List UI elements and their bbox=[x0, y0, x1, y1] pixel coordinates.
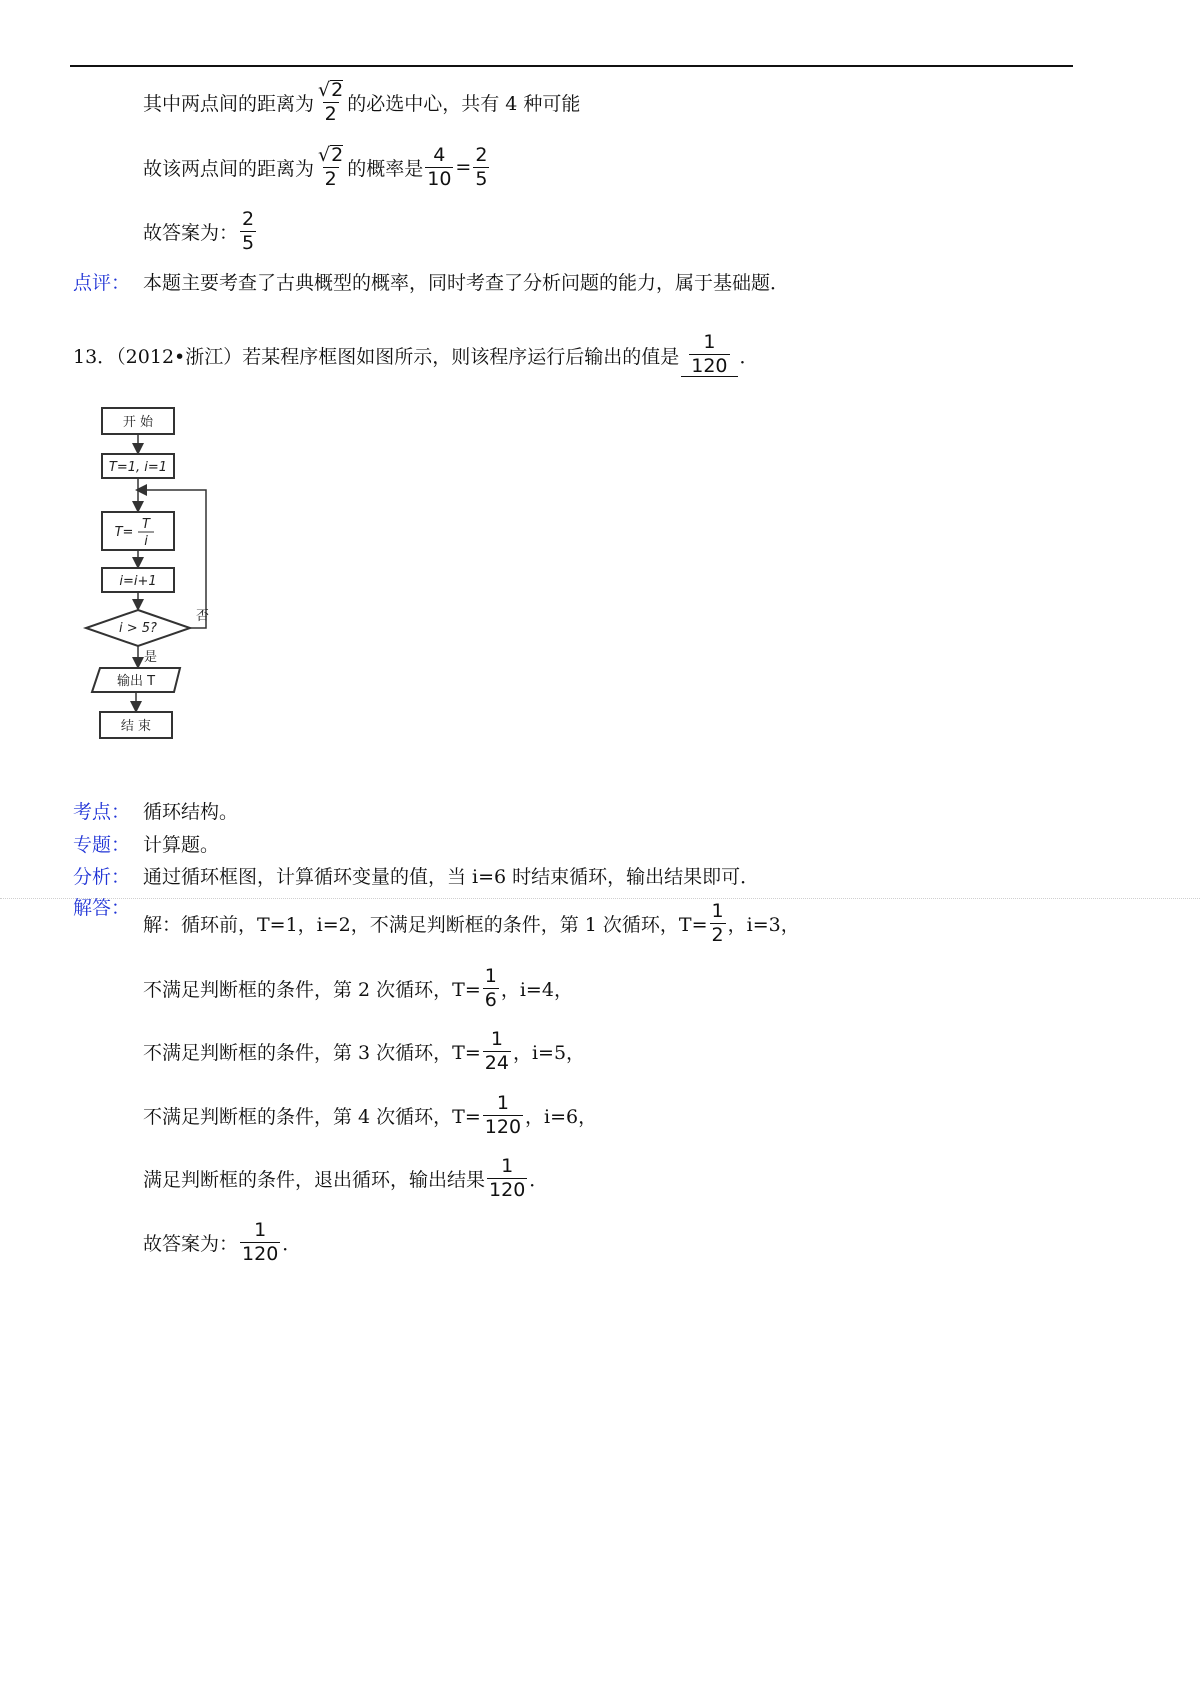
solution-line-4: 不满足判断框的条件，第 4 次循环，T= $\frac{1}{120}$ ，i=6， bbox=[143, 1092, 598, 1138]
fraction-4-over-10: $\frac{4}{10}$ bbox=[427, 143, 452, 190]
radicand: 2 bbox=[331, 144, 344, 166]
no-label: 否 bbox=[196, 609, 210, 624]
jieda-label: 解答： bbox=[73, 897, 131, 919]
fraction: $\frac{1}{24}$ bbox=[484, 1028, 509, 1074]
question-13 bbox=[73, 333, 759, 377]
init-label: T=1, i=1 bbox=[108, 460, 168, 475]
fraction-sqrt2-over-2 bbox=[316, 80, 345, 124]
end-label: 结 束 bbox=[120, 719, 152, 734]
start-label: 开 始 bbox=[122, 415, 154, 430]
sqrt-sign: √ bbox=[318, 79, 331, 101]
condition-label: i > 5? bbox=[119, 621, 157, 636]
review-text: 本题主要考查了古典概型的概率，同时考查了分析问题的能力，属于基础题． bbox=[143, 272, 790, 294]
dotted-separator bbox=[0, 898, 1200, 899]
solution-line-5: 满足判断框的条件，退出循环，输出结果 $\frac{1}{120}$ ． bbox=[143, 1155, 549, 1201]
fraction: $\frac{1}{120}$ bbox=[484, 1092, 522, 1138]
assign-lhs: T= bbox=[114, 525, 134, 540]
solution-line-2: 不满足判断框的条件，第 2 次循环，T= $\frac{1}{6}$ ，i=4， bbox=[143, 965, 573, 1011]
solution-line-3: 不满足判断框的条件，第 3 次循环，T= $\frac{1}{24}$ ，i=5， bbox=[143, 1028, 586, 1074]
prev-line-2 bbox=[143, 145, 491, 189]
fraction-answer: $\frac{2}{5}$ bbox=[242, 208, 255, 254]
fraction: $\frac{1}{2}$ bbox=[711, 900, 724, 946]
text: ． bbox=[739, 345, 759, 368]
fraction: $\frac{1}{120}$ bbox=[489, 1155, 526, 1201]
answer-blank bbox=[681, 333, 737, 377]
fraction-2-over-5: $\frac{2}{5}$ bbox=[475, 143, 488, 190]
answer-fraction: $\frac{1}{120}$ bbox=[691, 331, 728, 377]
fraction-sqrt2-over-2 bbox=[316, 145, 345, 189]
yes-label: 是 bbox=[144, 650, 158, 665]
prev-line-1 bbox=[143, 80, 580, 124]
assign-box bbox=[102, 512, 174, 550]
text: 故该两点间的距离为 bbox=[143, 157, 315, 180]
denominator: 2 bbox=[324, 103, 337, 125]
fenxi-text: 通过循环框图，计算循环变量的值，当 i=6 时结束循环，输出结果即可． bbox=[143, 866, 760, 888]
radicand: 2 bbox=[331, 79, 344, 101]
question-text: 13．（2012•浙江）若某程序框图如图所示，则该程序运行后输出的值是 bbox=[73, 345, 680, 368]
zhuanti-label: 专题： bbox=[73, 834, 131, 856]
fraction: $\frac{1}{120}$ bbox=[242, 1219, 279, 1265]
assign-num: T bbox=[142, 517, 150, 532]
header-rule bbox=[70, 65, 1073, 67]
review-label: 点评： bbox=[73, 272, 131, 294]
text: 其中两点间的距离为 bbox=[143, 92, 315, 115]
denominator: 2 bbox=[324, 168, 337, 190]
solution-line-1: 解：循环前，T=1，i=2，不满足判断框的条件，第 1 次循环，T= $\frac{1}{2}$ ，i=3， bbox=[143, 900, 800, 946]
incr-label: i=i+1 bbox=[119, 574, 157, 589]
kaodian-text: 循环结构。 bbox=[143, 801, 239, 823]
assign-den: i bbox=[144, 534, 148, 549]
output-label: 输出 T bbox=[116, 674, 156, 689]
zhuanti-text: 计算题。 bbox=[143, 834, 220, 856]
text: 故答案为： bbox=[143, 222, 239, 244]
fenxi-label: 分析： bbox=[73, 866, 131, 888]
solution-line-6: 故答案为： $\frac{1}{120}$ ． bbox=[143, 1219, 302, 1265]
prev-line-3 bbox=[143, 210, 258, 253]
fraction: $\frac{1}{6}$ bbox=[484, 965, 497, 1011]
text: 的必选中心，共有 4 种可能 bbox=[347, 92, 581, 115]
sqrt-sign: √ bbox=[318, 144, 331, 166]
kaodian-label: 考点： bbox=[73, 801, 131, 823]
equals-sign: = bbox=[455, 156, 472, 178]
program-flowchart bbox=[78, 400, 298, 760]
text: 的概率是 bbox=[347, 157, 424, 180]
